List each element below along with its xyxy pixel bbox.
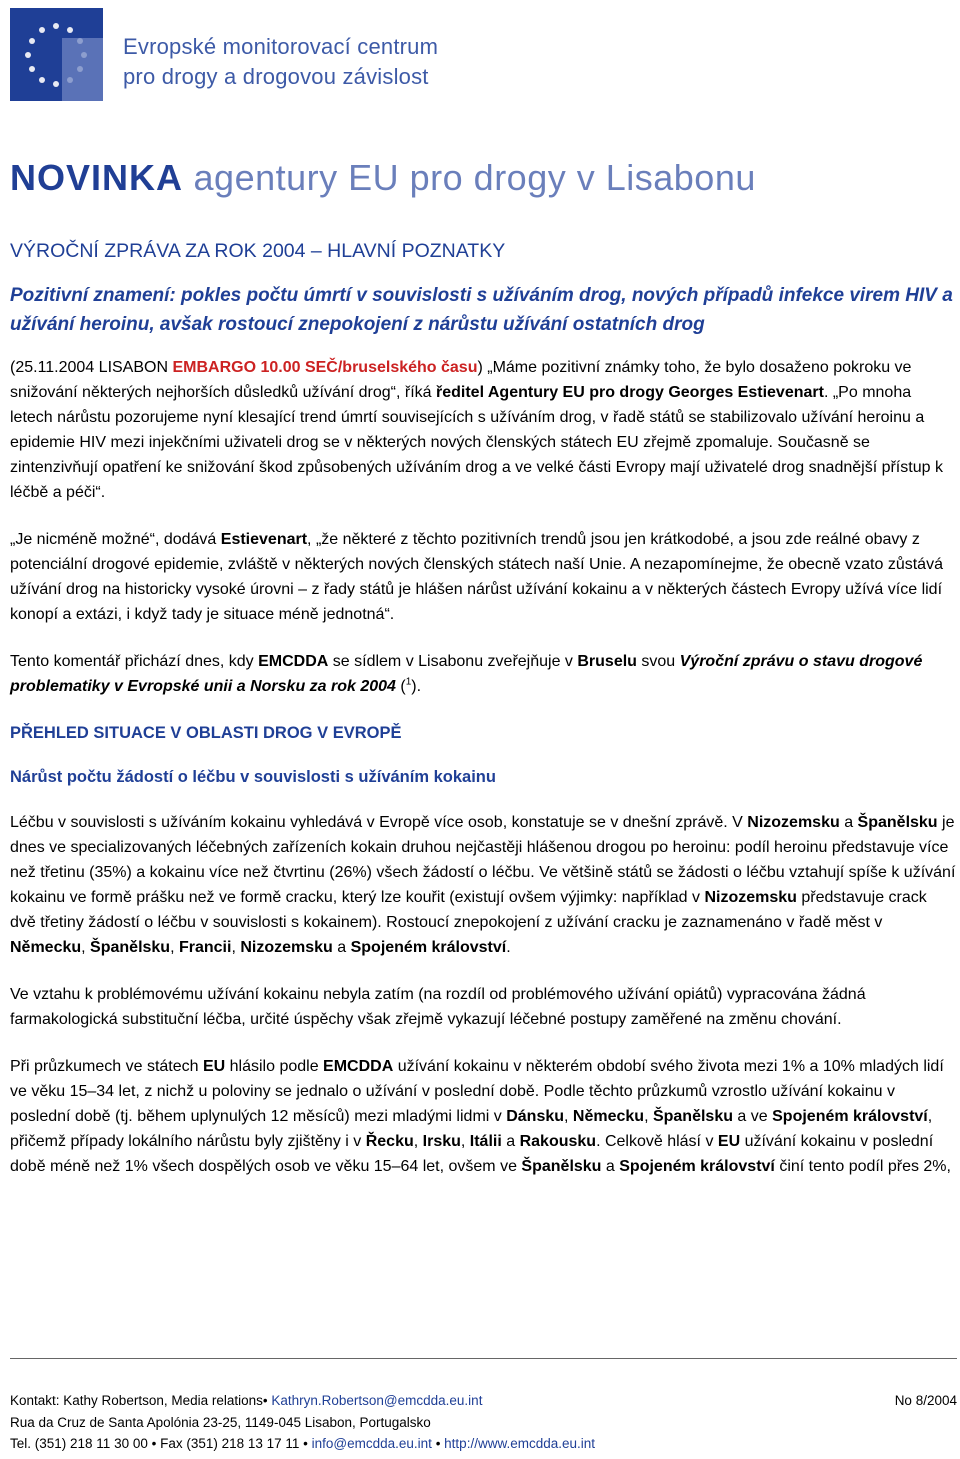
- text: ) „Máme pozitivní známky toho, že bylo dosaženo pokroku ve snižování některých nejhorších důsledků užívání drog“, říká: [10, 359, 912, 401]
- text: (25.11.2004 LISABON: [10, 359, 173, 376]
- footer-contact-row: [10, 1390, 957, 1412]
- footer-divider: [10, 1358, 957, 1359]
- footer-phone-row: [10, 1433, 957, 1455]
- paragraph-treatment: Ve vztahu k problémovému užívání kokainu nebyla zatím (na rozdíl od problémového užívání opiátů) vypracována žádná farmakologická substituční léčba, určité úspěchy však zřejmě vykazují léčebné postupy zaměřené na změnu chování.: [10, 986, 866, 1028]
- country: Dánsku: [506, 1108, 565, 1125]
- embargo-label: EMBARGO 10.00 SEČ/bruselského času: [172, 359, 478, 376]
- text: . „Po mnoha letech nárůstu pozorujeme nyní klesající trend úmrtí souvisejících s užíváním drog, v řadě států se stabilizovalo užívání heroinu a epidemie HIV mezi injekčními uživateli drog se v některých nových členských státech EU zřejmě zpomaluje. Současně se zintenzivňují opatření ke snižování škod způsobených užíváním drog a ve velké části Evropy mají uživatelé drog snadnější přístup k léčbě a péči“.: [10, 384, 943, 501]
- press-release-number: No 8/2004: [894, 1393, 957, 1408]
- report-title: Výroční zprávu o stavu drogové problematiky v Evropské unii a Norsku za rok 2004: [10, 653, 923, 695]
- text: svou: [636, 653, 680, 670]
- text: , „že některé z těchto pozitivních trendů jsou jen krátkodobé, a jsou zde reálné obavy z potenciální drogové epidemie, zvláště v některých nových členských státech naší Unie. A nezapomínejme, že obecně vzato zůstává užívání drog na historicky vysoké úrovni – z řady států je hlášen nárůst užívání kokainu a v některých částech Evropy užívá více lidí konopí a extázi, i když tady je situace méně jednotná“.: [10, 531, 943, 623]
- country: Rakousku: [519, 1133, 597, 1150]
- text: ,: [413, 1133, 423, 1150]
- paragraph-report: [10, 649, 956, 699]
- paragraph-cocaine: [10, 810, 956, 960]
- text: užívání kokainu v některém období svého života mezi 1% a 10% mladých lidí ve věku 15–34 let, z nichž u poloviny se jednalo o užívání v poslední době. Podle těchto průzkumů vzrostlo užívání kokainu v poslední době (tj. během uplynulých 12 měsíců) mezi mladými lidmi v: [10, 1058, 944, 1125]
- contact-email-link[interactable]: Kathryn.Robertson@emcdda.eu.int: [271, 1393, 483, 1408]
- text: ).: [411, 678, 422, 695]
- country: Itálii: [469, 1133, 502, 1150]
- org-line-2: pro drogy a drogovou závislost: [123, 64, 429, 89]
- separator: •: [431, 1436, 445, 1451]
- organization-name: [123, 32, 523, 92]
- text: ,: [81, 939, 91, 956]
- text: ,: [231, 939, 241, 956]
- text: užívání kokainu v poslední době méně než 1% všech dospělých osob ve věku 15–64 let, ovšem ve: [10, 1133, 934, 1175]
- text: (: [395, 678, 406, 695]
- text: a: [332, 939, 351, 956]
- org-line-1: Evropské monitorovací centrum: [123, 34, 439, 59]
- text: představuje crack dvě třetiny žádostí o léčbu v souvislosti s kokainem). Rostoucí znepokojení z užívání cracku je zaznamenáno v řadě měst v: [10, 889, 927, 931]
- page-subtitle: Pozitivní znamení: pokles počtu úmrtí v souvislosti s užíváním drog, nových případů infekce virem HIV a užívání heroinu, avšak rostoucí znepokojení z nárůstu užívání ostatních drog: [10, 285, 953, 335]
- footer-address: Rua da Cruz de Santa Apolónia 23-25, 1149-045 Lisabon, Portugalsko: [10, 1414, 431, 1430]
- paragraph-surveys: [10, 1054, 956, 1179]
- text: .: [506, 939, 511, 956]
- country: Nizozemsku: [240, 939, 333, 956]
- eu: EU: [202, 1058, 226, 1075]
- country: Německu: [572, 1108, 645, 1125]
- country: Řecku: [365, 1133, 414, 1150]
- text: Léčbu v souvislosti s užíváním kokainu vyhledává v Evropě více osob, konstatuje se v dnešní zprávě. V: [10, 814, 748, 831]
- country: Německu: [10, 939, 82, 956]
- paragraph-quote: [10, 527, 956, 627]
- info-email-link[interactable]: info@emcdda.eu.int: [311, 1436, 432, 1451]
- footnote-ref: 1: [405, 676, 412, 688]
- country: Španělsku: [521, 1158, 602, 1175]
- text: je dnes ve specializovaných léčebných zařízeních kokain druhou nejčastěji hlášenou drogou po heroinu: podíl heroinu představuje více než třetinu (35%) a kokainu více než čtvrtinu (26%) všech žádostí o léčbu. Ve většině států se žádosti o léčbu vztahují spíše k užívání kokainu ve formě prášku než ve formě cracku, který lze kouřit (existují ovšem výjimky: například v: [10, 814, 956, 906]
- country: Nizozemsku: [704, 889, 797, 906]
- text: Při průzkumech ve státech: [10, 1058, 203, 1075]
- city: Bruselu: [577, 653, 637, 670]
- text: a: [601, 1158, 620, 1175]
- text: se sídlem v Lisabonu zveřejňuje v: [328, 653, 578, 670]
- banner-rest: agentury EU pro drogy v Lisabonu: [193, 157, 756, 198]
- country: Francii: [178, 939, 232, 956]
- text: „Je nicméně možné“, dodává: [10, 531, 221, 548]
- text: , přičemž případy lokálního nárůstu byly zjištěny i v: [10, 1108, 933, 1150]
- name: Estievenart: [220, 531, 308, 548]
- country: Nizozemsku: [747, 814, 840, 831]
- text: ,: [170, 939, 179, 956]
- text: Tento komentář přichází dnes, kdy: [10, 653, 259, 670]
- banner-bold: NOVINKA: [10, 157, 184, 198]
- footer: [10, 1390, 957, 1455]
- eu: EU: [717, 1133, 741, 1150]
- text: a ve: [732, 1108, 773, 1125]
- eu-stars-logo-icon: [10, 8, 103, 101]
- page-title: VÝROČNÍ ZPRÁVA ZA ROK 2004 – HLAVNÍ POZNATKY: [10, 240, 506, 262]
- emcdda: EMCDDA: [323, 1058, 394, 1075]
- text: a: [839, 814, 858, 831]
- director-name: ředitel Agentury EU pro drogy Georges Estievenart: [436, 384, 824, 401]
- text: činí tento podíl přes 2%,: [774, 1158, 951, 1175]
- paragraph-intro: [10, 355, 956, 505]
- emcdda: EMCDDA: [258, 653, 329, 670]
- country: Spojeném království: [772, 1108, 928, 1125]
- country: Spojeném království: [350, 939, 507, 956]
- text: hlásilo podle: [225, 1058, 324, 1075]
- section-heading: PŘEHLED SITUACE V OBLASTI DROG V EVROPĚ: [10, 724, 402, 742]
- country: Spojeném království: [619, 1158, 775, 1175]
- country: Španělsku: [857, 814, 938, 831]
- text: a: [501, 1133, 520, 1150]
- text: ,: [564, 1108, 573, 1125]
- phone-fax: Tel. (351) 218 11 30 00 • Fax (351) 218 13 17 11 •: [10, 1436, 312, 1451]
- text: ,: [644, 1108, 653, 1125]
- news-banner: [10, 156, 756, 200]
- footer-contact: [10, 1390, 482, 1412]
- text: . Celkově hlásí v: [596, 1133, 718, 1150]
- website-link[interactable]: http://www.emcdda.eu.int: [444, 1436, 595, 1451]
- subsection-heading: Nárůst počtu žádostí o léčbu v souvislosti s užíváním kokainu: [10, 768, 496, 786]
- contact-label: Kontakt: Kathy Robertson, Media relations•: [10, 1393, 272, 1408]
- country: Irsku: [422, 1133, 461, 1150]
- country: Španělsku: [652, 1108, 733, 1125]
- country: Španělsku: [90, 939, 171, 956]
- document-body: [10, 238, 956, 1201]
- text: ,: [460, 1133, 470, 1150]
